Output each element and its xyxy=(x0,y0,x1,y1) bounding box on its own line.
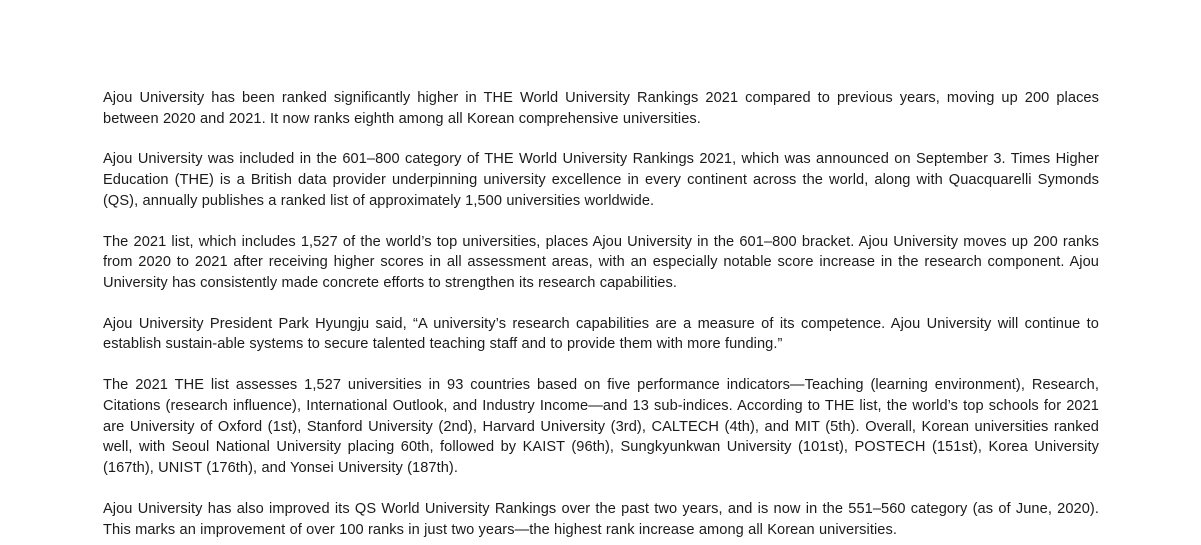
paragraph: Ajou University has also improved its QS World University Rankings over the past two years, and is now in the 551–560 category (as of June, 2020). This marks an improvement of over 100 ranks in just two years—the highest rank increase among all Korean universities. xyxy=(103,500,1099,538)
paragraph: Ajou University has been ranked significantly higher in THE World University Rankings 2021 compared to previous years, moving up 200 places between 2020 and 2021. It now ranks eighth among all Korean comprehensive universities. xyxy=(103,90,1099,127)
paragraph: The 2021 list, which includes 1,527 of the world’s top universities, places Ajou University in the 601–800 bracket. Ajou University moves up 200 ranks from 2020 to 2021 after receiving higher scores in all assessment areas, with an especially notable score increase in the research component. Ajou University has consistently made concrete efforts to strengthen its research capabilities. xyxy=(103,233,1099,292)
paragraph: The 2021 THE list assesses 1,527 universities in 93 countries based on five performance indicators—Teaching (learning environment), Research, Citations (research influence), International Outlook, and Industry Income—and 13 sub-indices. According to THE list, the world’s top schools for 2021 are University of Oxford (1st), Stanford University (2nd), Harvard University (3rd), CALTECH (4th), and MIT (5th). Overall, Korean universities ranked well, with Seoul National University placing 60th, followed by KAIST (96th), Sungkyunkwan University (101st), POSTECH (151st), Korea University (167th), UNIST (176th), and Yonsei University (187th). xyxy=(103,377,1099,477)
article-body xyxy=(103,88,1099,540)
paragraph: Ajou University was included in the 601–800 category of THE World University Rankings 2021, which was announced on September 3. Times Higher Education (THE) is a British data provider underpinning university excellence in every continent across the world, along with Quacquarelli Symonds (QS), annually publishes a ranked list of approximately 1,500 universities worldwide. xyxy=(103,151,1099,209)
paragraph: Ajou University President Park Hyungju said, “A university’s research capabilities are a measure of its competence. Ajou University will continue to establish sustain-able systems to secure talented teaching staff and to provide them with more funding.” xyxy=(103,315,1099,353)
